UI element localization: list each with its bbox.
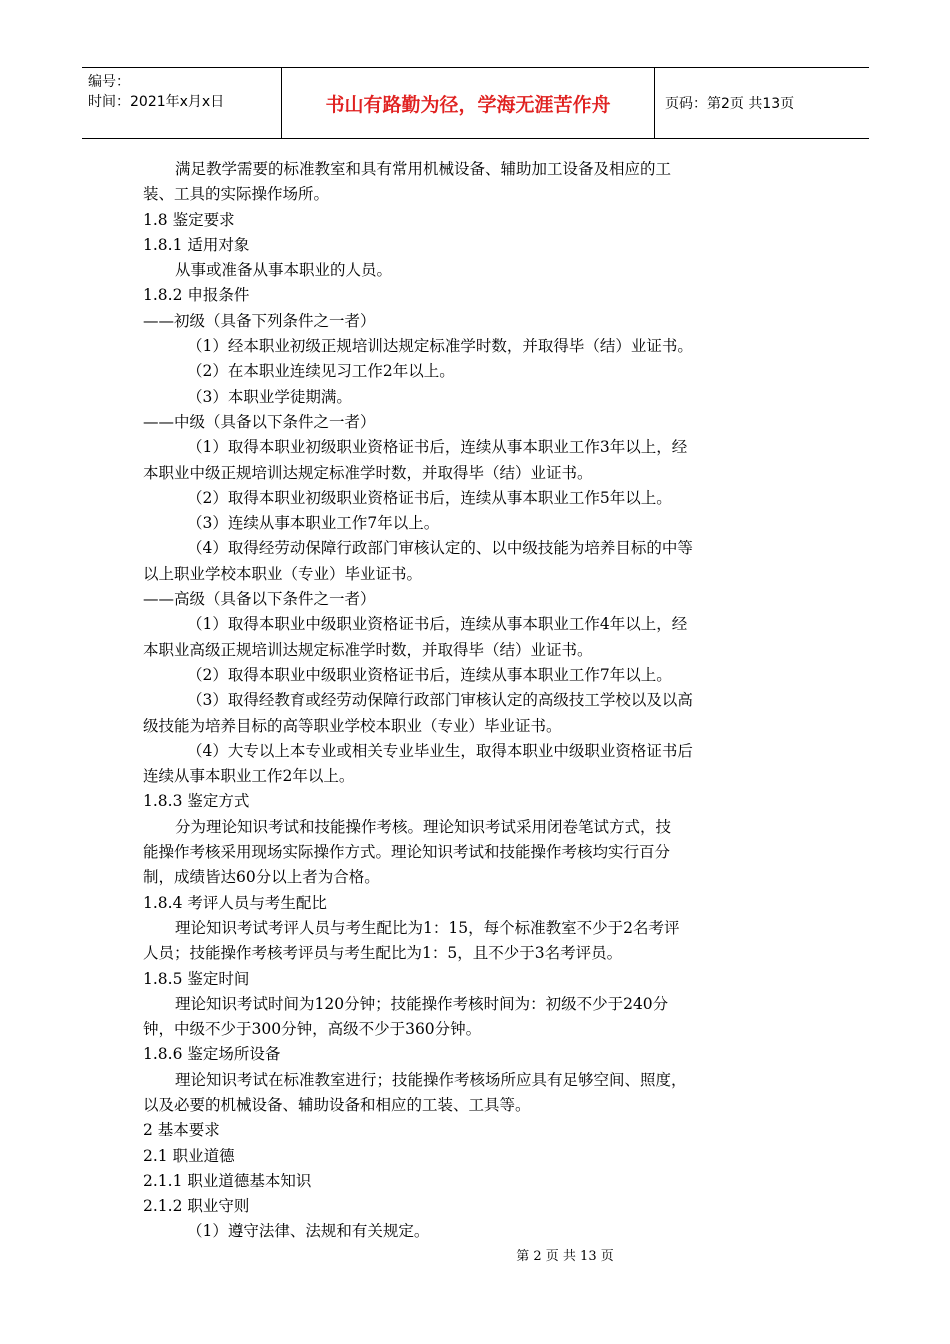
body-line: 满足教学需要的标准教室和具有常用机械设备、辅助加工设备及相应的工 <box>175 160 672 178</box>
body-line: （1）取得本职业中级职业资格证书后，连续从事本职业工作4年以上，经 <box>187 615 688 634</box>
body-line: 理论知识考试时间为120分钟；技能操作考核时间为：初级不少于240分 <box>175 994 669 1013</box>
body-line: 1.8.1 适用对象 <box>143 235 250 254</box>
body-line: 本职业中级正规培训达规定标准学时数，并取得毕（结）业证书。 <box>143 463 593 482</box>
body-line: （1）遵守法律、法规和有关规定。 <box>187 1222 430 1241</box>
document-date-label: 时间：2021年x月x日 <box>88 94 225 110</box>
body-line: （2）取得本职业中级职业资格证书后，连续从事本职业工作7年以上。 <box>187 665 672 684</box>
body-line: 制，成绩皆达60分以上者为合格。 <box>143 868 380 887</box>
body-line: 1.8.2 申报条件 <box>143 286 250 305</box>
body-line: （3）连续从事本职业工作7年以上。 <box>187 514 440 533</box>
body-line: （2）取得本职业初级职业资格证书后，连续从事本职业工作5年以上。 <box>187 488 672 507</box>
body-line: 钟，中级不少于300分钟，高级不少于360分钟。 <box>143 1020 482 1039</box>
body-line: 2.1.1 职业道德基本知识 <box>143 1171 312 1190</box>
body-line: 1.8.4 考评人员与考生配比 <box>143 893 327 912</box>
body-line: 以上职业学校本职业（专业）毕业证书。 <box>143 564 423 583</box>
body-line: （4）大专以上本专业或相关专业毕业生，取得本职业中级职业资格证书后 <box>187 741 693 760</box>
body-line: 1.8.3 鉴定方式 <box>143 792 250 811</box>
page-footer <box>0 1245 950 1264</box>
body-line: ——高级（具备以下条件之一者） <box>143 590 376 609</box>
body-line: 装、工具的实际操作场所。 <box>143 185 330 204</box>
body-line: 以及必要的机械设备、辅助设备和相应的工装、工具等。 <box>143 1095 531 1114</box>
body-line: 1.8 鉴定要求 <box>143 210 235 229</box>
document-number-label: 编号： <box>88 74 130 90</box>
body-line: 1.8.6 鉴定场所设备 <box>143 1045 281 1064</box>
footer-page-number: 第 2 页 共 13 页 <box>516 1249 614 1264</box>
body-line: （3）取得经教育或经劳动保障行政部门审核认定的高级技工学校以及以高 <box>187 691 693 710</box>
body-line: 1.8.5 鉴定时间 <box>143 969 250 988</box>
header-page-info: 页码：第2页 共13页 <box>665 96 795 112</box>
body-line: （2）在本职业连续见习工作2年以上。 <box>187 362 455 381</box>
header-meta <box>82 68 282 138</box>
body-line: 2.1 职业道德 <box>143 1146 235 1165</box>
body-line: 本职业高级正规培训达规定标准学时数，并取得毕（结）业证书。 <box>143 640 593 659</box>
body-line: 理论知识考试在标准教室进行；技能操作考核场所应具有足够空间、照度， <box>175 1070 687 1089</box>
page-header <box>82 67 869 139</box>
body-line: 能操作考核采用现场实际操作方式。理论知识考试和技能操作考核均实行百分 <box>143 843 671 862</box>
body-line: （4）取得经劳动保障行政部门审核认定的、以中级技能为培养目标的中等 <box>187 539 693 558</box>
body-line: （1）经本职业初级正规培训达规定标准学时数，并取得毕（结）业证书。 <box>187 337 693 356</box>
body-line: 2 基本要求 <box>143 1121 220 1140</box>
body-line: （3）本职业学徒期满。 <box>187 387 352 406</box>
body-line: 连续从事本职业工作2年以上。 <box>143 767 355 786</box>
body-line: 2.1.2 职业守则 <box>143 1197 250 1216</box>
body-line: 从事或准备从事本职业的人员。 <box>175 261 393 280</box>
body-line: 级技能为培养目标的高等职业学校本职业（专业）毕业证书。 <box>143 716 562 735</box>
body-line: 人员；技能操作考核考评员与考生配比为1：5，且不少于3名考评员。 <box>143 944 623 963</box>
body-line: 分为理论知识考试和技能操作考核。理论知识考试采用闭卷笔试方式，技 <box>175 817 672 836</box>
body-line: ——中级（具备以下条件之一者） <box>143 412 376 431</box>
document-body <box>143 157 809 1245</box>
body-line: 理论知识考试考评人员与考生配比为1：15，每个标准教室不少于2名考评 <box>175 918 680 937</box>
header-motto: 书山有路勤为径，学海无涯苦作舟 <box>282 68 655 138</box>
body-line: （1）取得本职业初级职业资格证书后，连续从事本职业工作3年以上，经 <box>187 438 688 457</box>
body-line: ——初级（具备下列条件之一者） <box>143 311 376 330</box>
